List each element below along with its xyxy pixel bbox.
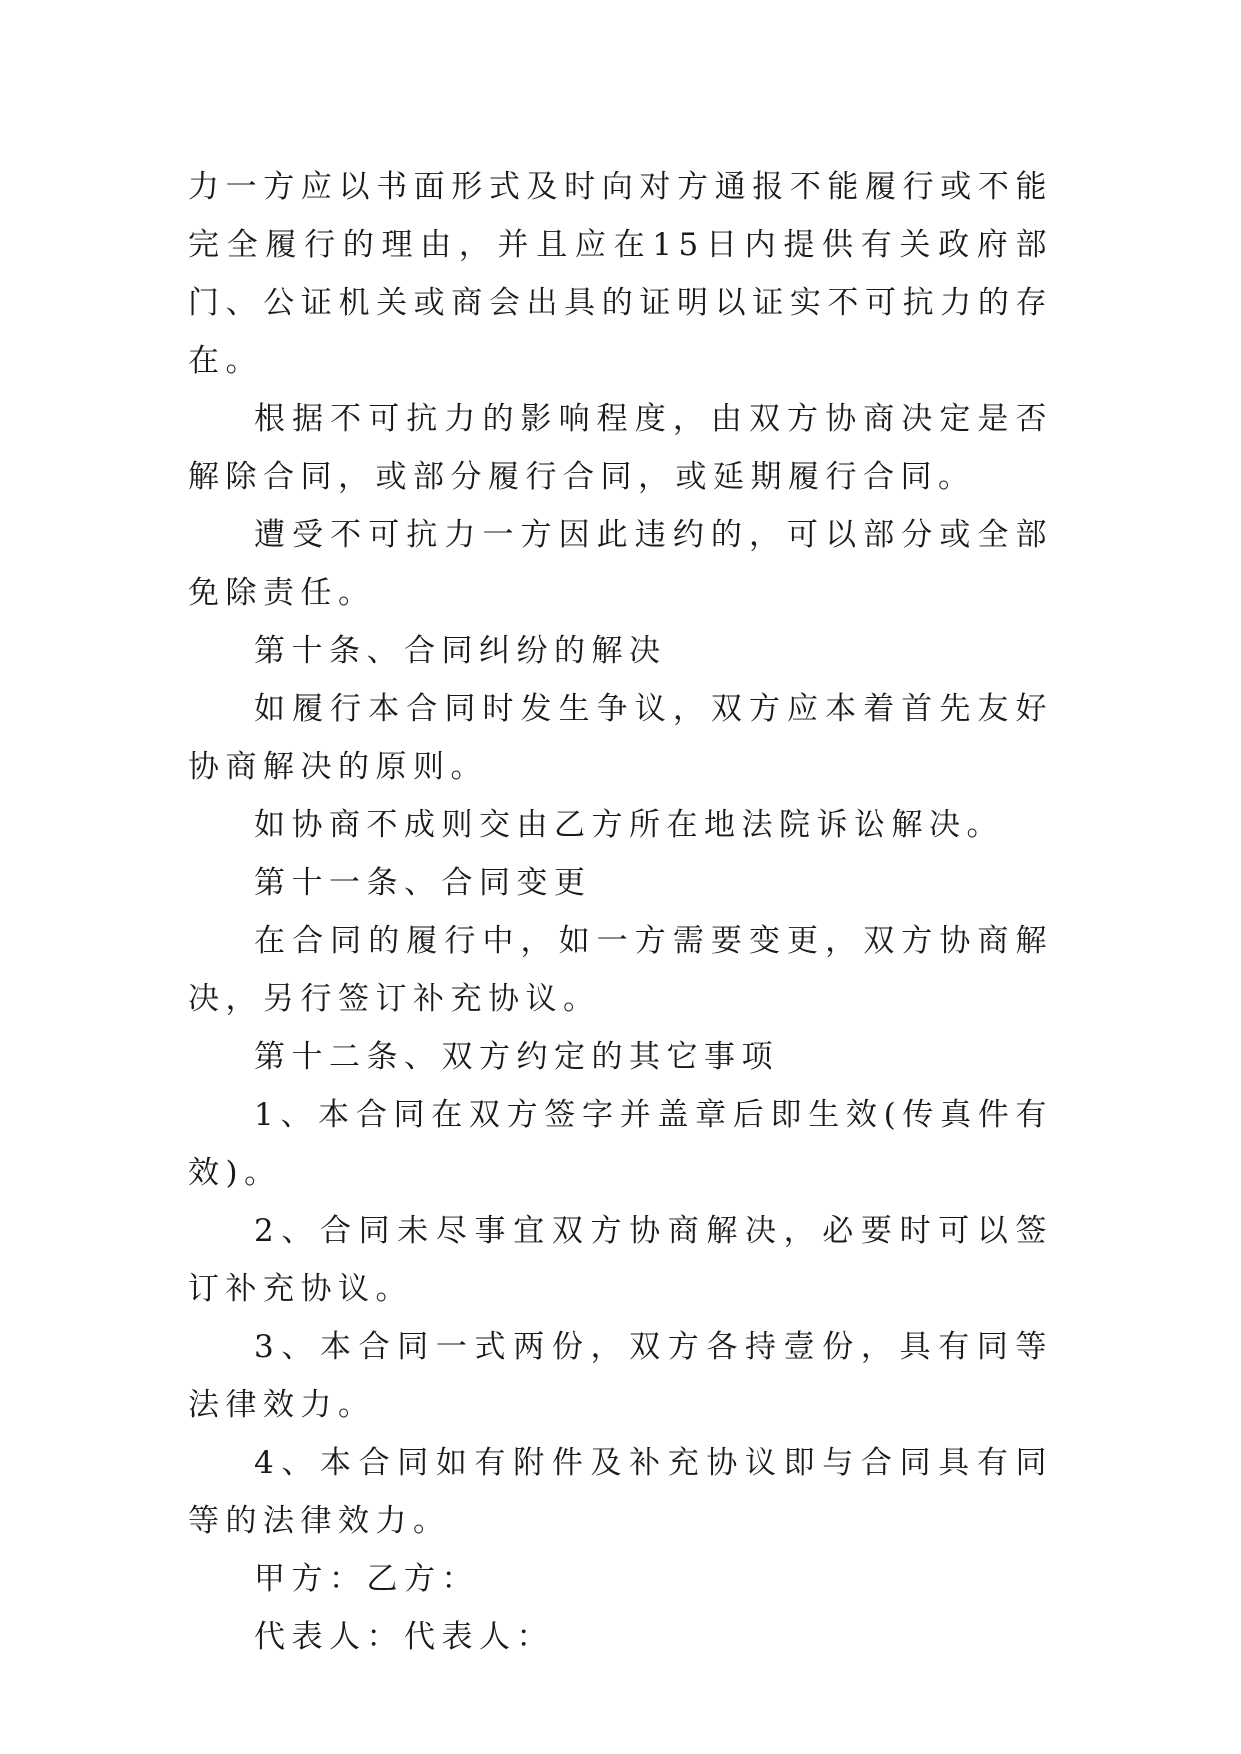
paragraph-dispute-litigation: 如协商不成则交由乙方所在地法院诉讼解决。 (254, 807, 1004, 843)
paragraph-force-majeure-liability: 遭受不可抗力一方因此违约的，可以部分或全部免除责任。 (188, 517, 1053, 611)
list-item-1-effective: 1、本合同在双方签字并盖章后即生效(传真件有效)。 (188, 1097, 1053, 1191)
paragraph-force-majeure-impact: 根据不可抗力的影响程度，由双方协商决定是否解除合同，或部分履行合同，或延期履行合同。 (188, 401, 1053, 495)
list-item-4-attachments: 4、本合同如有附件及补充协议即与合同具有同等的法律效力。 (188, 1445, 1053, 1539)
paragraph-force-majeure-notice: 力一方应以书面形式及时向对方通报不能履行或不能完全履行的理由，并且应在15日内提供有关政府部门、公证机关或商会出具的证明以证实不可抗力的存在。 (188, 169, 1053, 379)
signature-representatives-line: 代表人：代表人： (254, 1619, 554, 1655)
document-body (188, 158, 1053, 1666)
paragraph-contract-change: 在合同的履行中，如一方需要变更，双方协商解决，另行签订补充协议。 (188, 923, 1053, 1017)
section-heading-article-10: 第十条、合同纠纷的解决 (254, 633, 667, 669)
list-item-2-unresolved-matters: 2、合同未尽事宜双方协商解决，必要时可以签订补充协议。 (188, 1213, 1053, 1307)
section-heading-article-12: 第十二条、双方约定的其它事项 (254, 1039, 779, 1075)
section-heading-article-11: 第十一条、合同变更 (254, 865, 592, 901)
list-item-3-copies: 3、本合同一式两份，双方各持壹份，具有同等法律效力。 (188, 1329, 1053, 1423)
paragraph-dispute-negotiation: 如履行本合同时发生争议，双方应本着首先友好协商解决的原则。 (188, 691, 1053, 785)
signature-parties-line: 甲方：乙方： (254, 1561, 479, 1597)
